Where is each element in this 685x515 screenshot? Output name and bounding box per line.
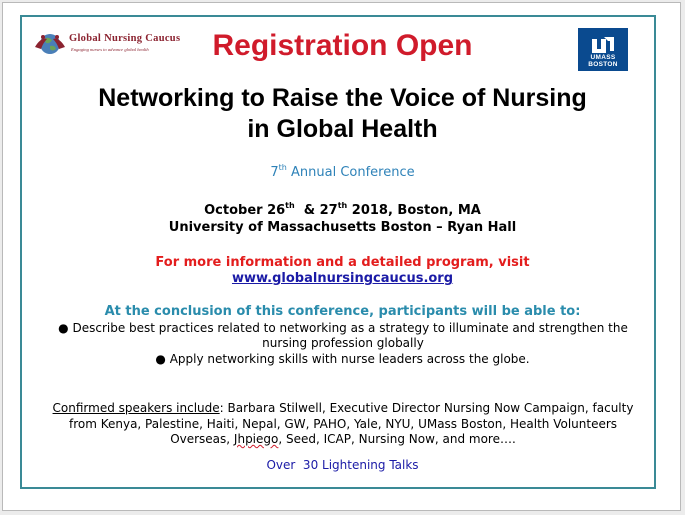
website-link[interactable]: www.globalnursingcaucus.org [231,271,454,286]
bullet-icon: ● [58,321,69,335]
registration-heading: Registration Open [212,29,473,62]
annual-conference-line: 7th Annual Conference [270,163,415,180]
lightening-talks: Over 30 Lightening Talks [266,458,419,472]
umass-logo-text: UMASS BOSTON [588,54,618,68]
speakers-paragraph: Confirmed speakers include: Barbara Stilwell, Executive Director Nursing Now Campaign, faculty from Kenya, Palestine, Haiti, Nepal, GW, PAHO, Yale, NYU, UMass Boston, Health Volunteers Overseas, Jhpiego, Seed, ICAP, Nursing Now, and more…. [52,401,634,446]
org-tagline: Engaging nurses to advance global health [71,47,149,52]
speakers-label: Confirmed speakers include [52,401,220,415]
spellcheck-flagged-word: Jhpiego [233,432,279,446]
outcomes-heading: At the conclusion of this conference, participants will be able to: [104,304,581,319]
bullet-icon: ● [155,352,166,366]
event-venue: University of Massachusetts Boston – Ryan Hall [168,220,517,235]
outcome-item: ● Apply networking skills with nurse leaders across the globe. [155,352,530,366]
umass-boston-logo [578,28,628,71]
outcome-item: ● Describe best practices related to networking as a strategy to illuminate and strengthen the nursing profession globally [58,321,628,350]
event-date: October 26th & 27th 2018, Boston, MA [204,201,481,218]
more-info-text: For more information and a detailed program, visit [155,255,530,270]
conference-title: Networking to Raise the Voice of Nursing in Global Health [98,84,587,143]
org-name: Global Nursing Caucus [69,33,181,44]
